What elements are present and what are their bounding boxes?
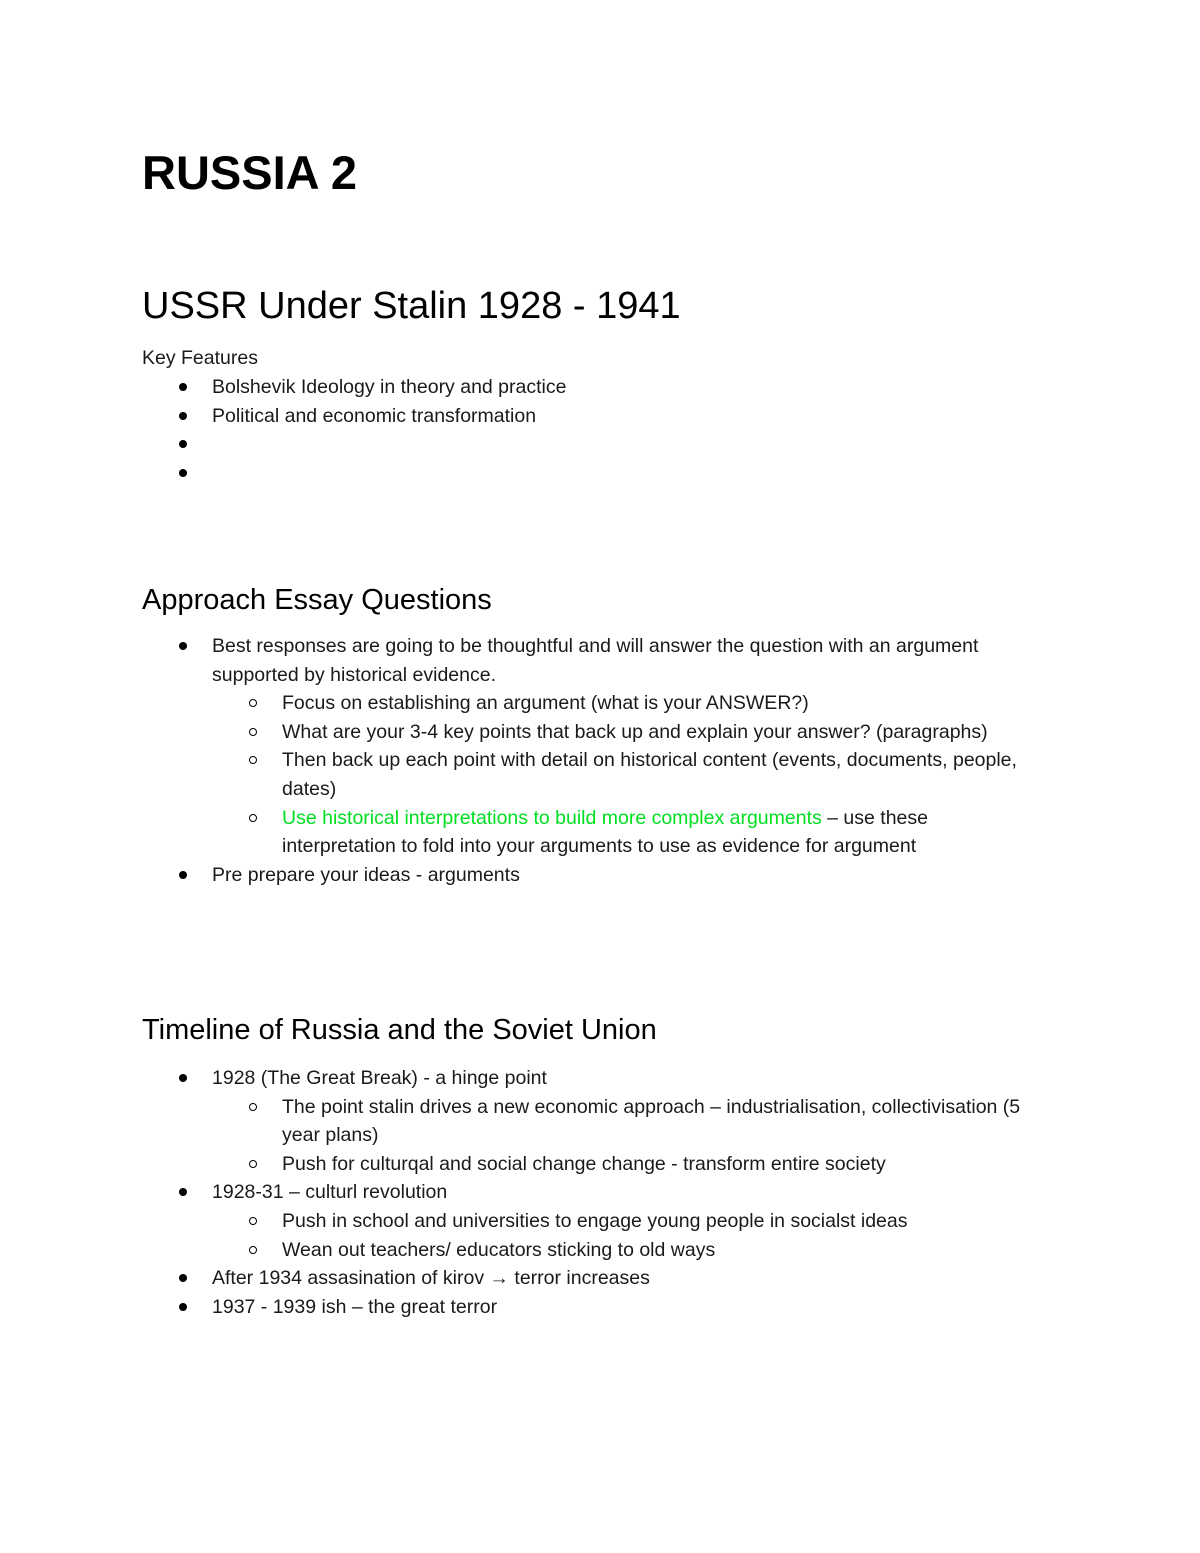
bullet-circle-icon [249,728,257,736]
list-item [142,861,1042,890]
list-item-text: Political and economic transformation [212,404,537,427]
section-heading-approach: Approach Essay Questions [142,584,492,616]
list-item [142,459,1042,488]
bullet-circle-icon [249,756,257,764]
sub-list-item-text: Then back up each point with detail on historical content (events, documents, people, dates) [282,749,1017,800]
list-item-text: After 1934 assasination of kirov → terror increases [212,1267,650,1290]
sub-list [212,1207,1042,1264]
list-item-text: Bolshevik Ideology in theory and practice [212,376,567,398]
bullet-circle-icon [249,1217,257,1225]
bullet-disc-icon [179,1188,187,1196]
sub-list [212,689,1042,861]
list-item-text: 1928 (The Great Break) - a hinge point [212,1067,547,1089]
bullet-disc-icon [179,1274,187,1282]
approach-list [142,632,1042,889]
bullet-circle-icon [249,1160,257,1168]
sub-list [212,1093,1042,1179]
bullet-disc-icon [179,871,187,879]
sub-list-item [212,1207,1042,1236]
bullet-disc-icon [179,469,187,477]
sub-list-item [212,1236,1042,1265]
bullet-disc-icon [179,440,187,448]
list-item [142,430,1042,459]
sub-list-item [212,718,1042,747]
list-item [142,1264,1042,1293]
sub-list-item-text: Push for culturqal and social change change - transform entire society [282,1152,886,1175]
key-features-list [142,373,1042,487]
bullet-disc-icon [179,642,187,650]
bullet-circle-icon [249,699,257,707]
section-heading-timeline: Timeline of Russia and the Soviet Union [142,1014,657,1046]
bullet-circle-icon [249,1103,257,1111]
list-item [142,1178,1042,1264]
sub-list-item [212,689,1042,718]
sub-list-item-text: – use these interpretation to fold into your arguments to use as evidence for argument [282,806,928,858]
list-item-text: 1928-31 – culturl revolution [212,1181,448,1204]
sub-list-item-text: What are your 3-4 key points that back up and explain your answer? (paragraphs) [282,720,988,743]
key-features-label: Key Features [142,347,258,369]
bullet-circle-icon [249,814,257,822]
document-title: RUSSIA 2 [142,146,358,199]
list-item-text: Pre prepare your ideas - arguments [212,863,520,886]
timeline-list [142,1064,1042,1321]
sub-list-item-text: Wean out teachers/ educators sticking to old ways [282,1238,716,1261]
bullet-circle-icon [249,1246,257,1254]
sub-list-item-text: Push in school and universities to engage young people in socialst ideas [282,1209,908,1232]
list-item [142,373,1042,402]
sub-list-item-text: Focus on establishing an argument (what is your ANSWER?) [282,692,809,715]
list-item-text: 1937 - 1939 ish – the great terror [212,1295,498,1318]
sub-list-item [212,804,1042,861]
section-heading-ussr: USSR Under Stalin 1928 - 1941 [142,285,681,327]
list-item [142,1064,1042,1178]
sub-list-item-text: The point stalin drives a new economic approach – industrialisation, collectivisation (5 year plans) [282,1095,1021,1147]
sub-list-item [212,1093,1042,1150]
list-item [142,402,1042,431]
bullet-disc-icon [179,1303,187,1311]
list-item [142,1293,1042,1322]
list-item [142,632,1042,861]
list-item-text: Best responses are going to be thoughtful and will answer the question with an argument supported by historical evidence. [212,635,979,686]
sub-list-item [212,1150,1042,1179]
highlighted-text: Use historical interpretations to build more complex arguments [282,806,822,829]
sub-list-item [212,746,1042,803]
bullet-disc-icon [179,383,187,391]
bullet-disc-icon [179,412,187,420]
bullet-disc-icon [179,1074,187,1082]
